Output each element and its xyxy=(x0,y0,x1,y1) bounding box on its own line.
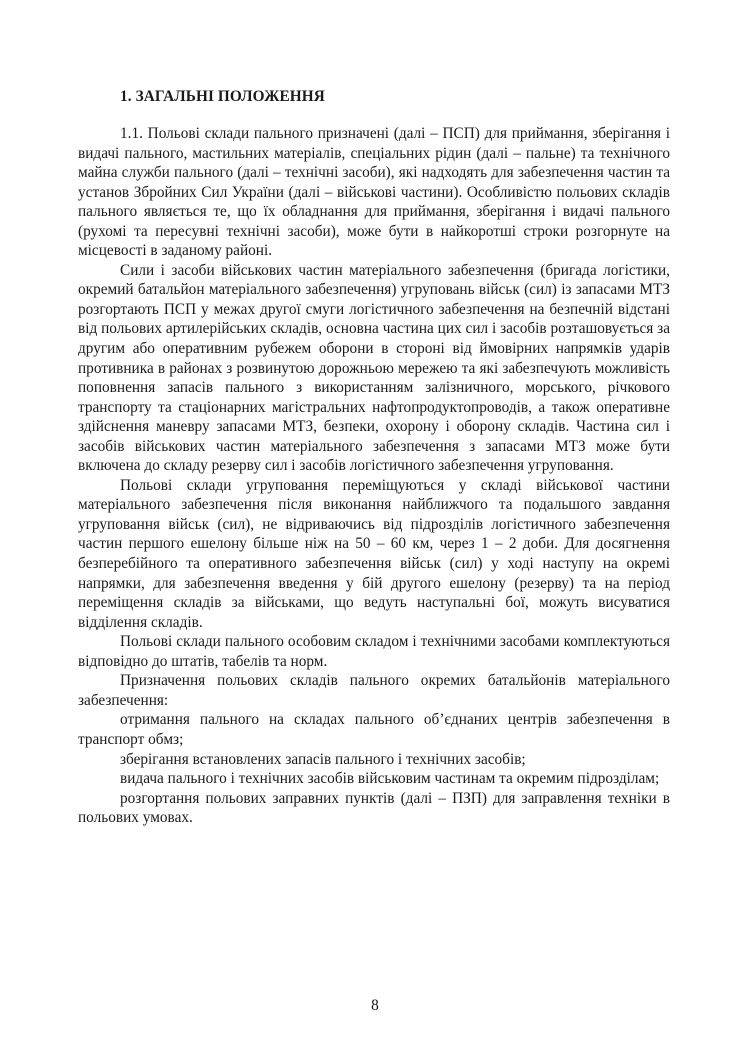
paragraph-relocation: Польові склади угруповання переміщуються у складі військової частини матеріального забезпечення після виконання найближчого та подальшого завдання угруповання військ (сил), не відриваючись від підрозділів логістичного забезпечення частин першого ешелону більше ніж на 50 – 60 км, через 1 – 2 доби. Для досягнення безперебійного та оперативного забезпечення військ (сил) у ході наступу на окремі напрямки, для забезпечення введення у бій другого ешелону (резерву) та на період переміщення складів за військами, що ведуть наступальні бої, можуть висуватися відділення складів. xyxy=(78,476,670,631)
paragraph-1-1: 1.1. Польові склади пального призначені (далі – ПСП) для приймання, зберігання і видачі пального, мастильних матеріалів, спеціальних рідин (далі – пальне) та технічного майна служби пального (далі – технічні засоби), які надходять для забезпечення частин та установ Збройних Сил України (далі – військові частини). Особливістю польових складів пального являється те, що їх обладнання для приймання, зберігання і видачі пального (рухомі та пересувні технічні засоби), може бути в найкоротші строки розгорнуте на місцевості в заданому районі. xyxy=(78,125,670,260)
paragraph-staffing: Польові склади пального особовим складом і технічними засобами комплектуються відповідно до штатів, табелів та норм. xyxy=(78,633,670,670)
paragraph-purpose-intro: Призначення польових складів пального окремих батальйонів матеріального забезпечення: xyxy=(78,672,670,709)
list-item-receiving: отримання пального на складах пального об’єднаних центрів забезпечення в транспорт обмз; xyxy=(78,711,670,748)
paragraph-forces-and-means: Сили і засоби військових частин матеріального забезпечення (бригада логістики, окремий батальйон матеріального забезпечення) угруповань військ (сил) із запасами МТЗ розгортають ПСП у межах другої смуги логістичного забезпечення на безпечній відстані від польових артилерійських складів, основна частина цих сил і засобів розташовується за другим або оперативним рубежем оборони в стороні від ймовірних напрямків ударів противника в районах з розвинутою дорожньою мережею та які забезпечують можливість поповнення запасів пального з використанням залізничного, морського, річкового транспорту та стаціонарних магістральних нафтопродуктопроводів, а також оперативне здійснення маневру запасами МТЗ, безпеки, охорону і оборону складів. Частина сил і засобів військових частин матеріального забезпечення з запасами МТЗ може бути включена до складу резерву сил і засобів логістичного забезпечення угруповання. xyxy=(78,261,670,475)
list-item-storage: зберігання встановлених запасів пального і технічних засобів; xyxy=(120,750,526,768)
list-item-deployment: розгортання польових заправних пунктів (далі – ПЗП) для заправлення техніки в польових умовах. xyxy=(78,789,670,827)
body-text xyxy=(78,124,670,828)
section-heading: 1. ЗАГАЛЬНІ ПОЛОЖЕННЯ xyxy=(120,88,325,105)
list-item-issuing: видача пального і технічних засобів військовим частинам та окремим підрозділам; xyxy=(120,770,660,788)
page-number: 8 xyxy=(371,997,379,1014)
